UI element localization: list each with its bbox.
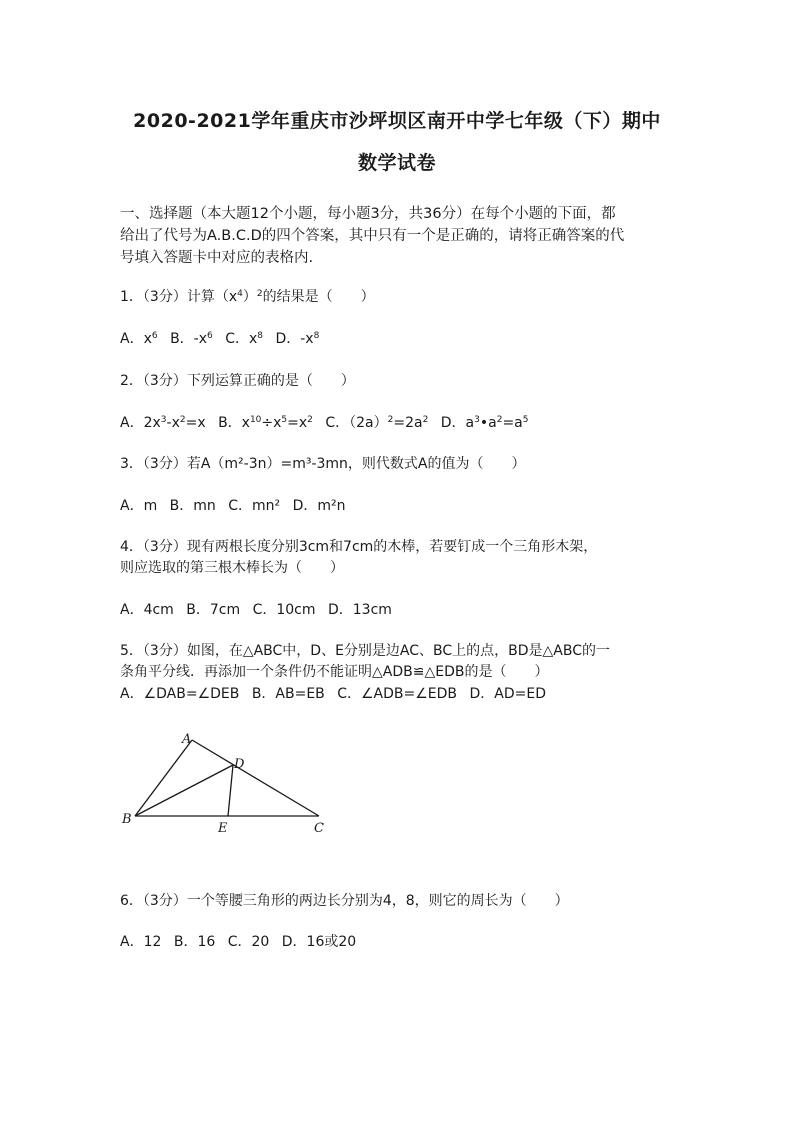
option-b[interactable]: B．7cm (186, 602, 241, 618)
option-d[interactable]: D．13cm (327, 602, 392, 618)
exam-title-line1: 2020-2021学年重庆市沙坪坝区南开中学七年级（下）期中 (133, 110, 661, 132)
option-b[interactable]: B．AB=EB (251, 686, 325, 702)
option-c[interactable]: C．10cm (252, 602, 316, 618)
option-c[interactable]: C．20 (227, 934, 270, 950)
question-4-stem-line1: 4．（3分）现有两根长度分别3cm和7cm的木棒，若要钉成一个三角形木架， (120, 539, 598, 555)
vertex-label-d: D (234, 757, 245, 772)
option-b[interactable]: B．16 (173, 934, 216, 950)
segment-de (228, 765, 233, 816)
option-b[interactable]: B．$-x^6$ (170, 331, 213, 347)
segment-ac (192, 740, 319, 816)
option-c[interactable]: C．$x^8$ (225, 331, 263, 347)
question-1-stem: 1．（3分）计算$(x^4)^2$的结果是（ ） (120, 289, 375, 305)
question-2-options (120, 412, 536, 432)
option-a[interactable]: A．$x^6$ (120, 331, 158, 347)
segment-bd (135, 765, 233, 816)
triangle-figure (112, 726, 342, 841)
question-2-stem: 2．（3分）下列运算正确的是（ ） (120, 373, 355, 389)
question-4-options (120, 599, 400, 619)
vertex-label-e: E (218, 821, 228, 836)
option-d[interactable]: D．m²n (292, 498, 346, 514)
question-5-stem-line2: 条角平分线．再添加一个条件仍不能证明△ADB≌△EDB的是（ ） (120, 664, 549, 680)
question-5-options (120, 683, 554, 703)
section-intro-line2: 给出了代号为A.B.C.D的四个答案，其中只有一个是正确的，请将正确答案的代 (120, 228, 625, 244)
question-6-stem: 6．（3分）一个等腰三角形的两边长分别为4，8，则它的周长为（ ） (120, 893, 569, 909)
option-d[interactable]: D．$a^3•a^2=a^5$ (440, 415, 529, 431)
option-b[interactable]: B．$x^{10}\div x^5=x^2$ (218, 415, 313, 431)
question-5-stem-line1: 5．（3分）如图，在△ABC中，D、E分别是边AC、BC上的点，BD是△ABC的一 (120, 643, 611, 659)
option-a[interactable]: A．4cm (120, 602, 174, 618)
option-c[interactable]: C．∠ADB=∠EDB (337, 686, 458, 702)
option-d[interactable]: D．16或20 (281, 934, 357, 950)
vertex-label-b: B (122, 812, 132, 827)
question-3-stem: 3．（3分）若A（m²-3n）=m³-3mn，则代数式A的值为（ ） (120, 456, 526, 472)
question-1-options (120, 328, 327, 348)
section-intro-line1: 一、选择题（本大题12个小题，每小题3分，共36分）在每个小题的下面，都 (120, 206, 616, 222)
segment-ab (135, 740, 192, 816)
vertex-label-c: C (314, 821, 324, 836)
option-c[interactable]: C．$(2a)^2=2a^2$ (325, 415, 429, 431)
section-intro-line3: 号填入答题卡中对应的表格内. (120, 250, 314, 266)
option-c[interactable]: C．mn² (228, 498, 281, 514)
question-3-options (120, 495, 354, 515)
option-d[interactable]: D．$-x^8$ (275, 331, 320, 347)
option-a[interactable]: A．12 (120, 934, 162, 950)
question-6-options (120, 931, 364, 951)
exam-title-line2: 数学试卷 (357, 152, 436, 174)
option-d[interactable]: D．AD=ED (469, 686, 546, 702)
vertex-label-a: A (182, 732, 192, 747)
question-4-stem-line2: 则应选取的第三根木棒长为（ ） (120, 560, 344, 576)
option-b[interactable]: B．mn (169, 498, 216, 514)
option-a[interactable]: A．$2x^3-x^2=x$ (120, 415, 206, 431)
option-a[interactable]: A．∠DAB=∠DEB (120, 686, 240, 702)
option-a[interactable]: A．m (120, 498, 158, 514)
